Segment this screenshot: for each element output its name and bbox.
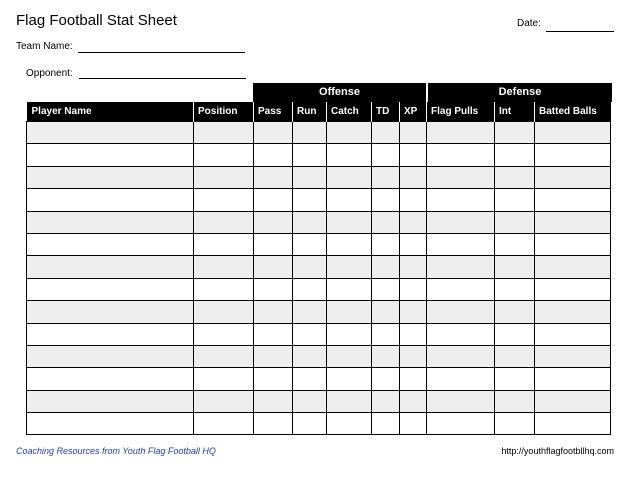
cell-td[interactable] bbox=[372, 345, 400, 367]
cell-flag-pulls[interactable] bbox=[427, 413, 495, 435]
cell-batted-balls[interactable] bbox=[535, 144, 611, 166]
cell-td[interactable] bbox=[372, 301, 400, 323]
col-header-int: Int bbox=[495, 102, 535, 122]
offense-group-header: Offense bbox=[253, 83, 426, 102]
cell-td[interactable] bbox=[372, 189, 400, 211]
cell-batted-balls[interactable] bbox=[535, 189, 611, 211]
cell-td[interactable] bbox=[372, 278, 400, 300]
cell-catch[interactable] bbox=[327, 345, 372, 367]
cell-player-name[interactable] bbox=[27, 345, 194, 367]
cell-player-name[interactable] bbox=[27, 189, 194, 211]
cell-player-name[interactable] bbox=[27, 413, 194, 435]
col-header-run: Run bbox=[293, 102, 327, 122]
cell-run[interactable] bbox=[293, 144, 327, 166]
cell-pass[interactable] bbox=[254, 166, 293, 188]
cell-pass[interactable] bbox=[254, 390, 293, 412]
cell-player-name[interactable] bbox=[27, 211, 194, 233]
table-row bbox=[27, 166, 611, 188]
cell-int[interactable] bbox=[495, 256, 535, 278]
col-header-position: Position bbox=[194, 102, 254, 122]
cell-batted-balls[interactable] bbox=[535, 166, 611, 188]
cell-position[interactable] bbox=[194, 144, 254, 166]
cell-td[interactable] bbox=[372, 368, 400, 390]
cell-catch[interactable] bbox=[327, 301, 372, 323]
cell-catch[interactable] bbox=[327, 122, 372, 144]
cell-catch[interactable] bbox=[327, 211, 372, 233]
cell-xp[interactable] bbox=[400, 144, 427, 166]
cell-xp[interactable] bbox=[400, 368, 427, 390]
table-row bbox=[27, 122, 611, 144]
table-row bbox=[27, 144, 611, 166]
cell-position[interactable] bbox=[194, 256, 254, 278]
cell-td[interactable] bbox=[372, 166, 400, 188]
cell-player-name[interactable] bbox=[27, 233, 194, 255]
table-row bbox=[27, 278, 611, 300]
cell-flag-pulls[interactable] bbox=[427, 390, 495, 412]
cell-pass[interactable] bbox=[254, 278, 293, 300]
cell-xp[interactable] bbox=[400, 189, 427, 211]
cell-td[interactable] bbox=[372, 256, 400, 278]
col-header-xp: XP bbox=[400, 102, 427, 122]
cell-int[interactable] bbox=[495, 211, 535, 233]
cell-xp[interactable] bbox=[400, 256, 427, 278]
sheet-title: Flag Football Stat Sheet bbox=[16, 12, 177, 29]
stat-table bbox=[26, 102, 611, 435]
cell-position[interactable] bbox=[194, 368, 254, 390]
cell-catch[interactable] bbox=[327, 256, 372, 278]
footer-credit: Coaching Resources from Youth Flag Football HQ bbox=[16, 446, 216, 456]
stat-table-body bbox=[27, 122, 611, 435]
table-row bbox=[27, 345, 611, 367]
cell-flag-pulls[interactable] bbox=[427, 211, 495, 233]
cell-run[interactable] bbox=[293, 122, 327, 144]
cell-flag-pulls[interactable] bbox=[427, 301, 495, 323]
cell-catch[interactable] bbox=[327, 144, 372, 166]
cell-flag-pulls[interactable] bbox=[427, 189, 495, 211]
cell-int[interactable] bbox=[495, 233, 535, 255]
col-header-pass: Pass bbox=[254, 102, 293, 122]
cell-xp[interactable] bbox=[400, 166, 427, 188]
cell-td[interactable] bbox=[372, 233, 400, 255]
cell-position[interactable] bbox=[194, 301, 254, 323]
cell-run[interactable] bbox=[293, 166, 327, 188]
cell-td[interactable] bbox=[372, 211, 400, 233]
defense-group-header: Defense bbox=[428, 83, 612, 102]
cell-td[interactable] bbox=[372, 413, 400, 435]
cell-xp[interactable] bbox=[400, 390, 427, 412]
cell-player-name[interactable] bbox=[27, 323, 194, 345]
cell-catch[interactable] bbox=[327, 390, 372, 412]
cell-pass[interactable] bbox=[254, 368, 293, 390]
cell-run[interactable] bbox=[293, 233, 327, 255]
cell-int[interactable] bbox=[495, 323, 535, 345]
table-row bbox=[27, 256, 611, 278]
cell-position[interactable] bbox=[194, 166, 254, 188]
table-row bbox=[27, 323, 611, 345]
cell-position[interactable] bbox=[194, 390, 254, 412]
cell-flag-pulls[interactable] bbox=[427, 368, 495, 390]
cell-pass[interactable] bbox=[254, 301, 293, 323]
opponent-label: Opponent: bbox=[26, 68, 73, 79]
cell-int[interactable] bbox=[495, 413, 535, 435]
table-row bbox=[27, 390, 611, 412]
cell-flag-pulls[interactable] bbox=[427, 323, 495, 345]
cell-batted-balls[interactable] bbox=[535, 211, 611, 233]
cell-run[interactable] bbox=[293, 278, 327, 300]
date-field[interactable] bbox=[546, 31, 614, 32]
cell-batted-balls[interactable] bbox=[535, 122, 611, 144]
cell-player-name[interactable] bbox=[27, 301, 194, 323]
cell-flag-pulls[interactable] bbox=[427, 166, 495, 188]
col-header-flag-pulls: Flag Pulls bbox=[427, 102, 495, 122]
cell-catch[interactable] bbox=[327, 189, 372, 211]
cell-player-name[interactable] bbox=[27, 256, 194, 278]
cell-td[interactable] bbox=[372, 122, 400, 144]
date-label: Date: bbox=[517, 18, 541, 29]
cell-catch[interactable] bbox=[327, 368, 372, 390]
cell-catch[interactable] bbox=[327, 413, 372, 435]
cell-catch[interactable] bbox=[327, 233, 372, 255]
team-name-label: Team Name: bbox=[16, 41, 73, 52]
cell-catch[interactable] bbox=[327, 278, 372, 300]
cell-player-name[interactable] bbox=[27, 122, 194, 144]
cell-batted-balls[interactable] bbox=[535, 345, 611, 367]
cell-xp[interactable] bbox=[400, 122, 427, 144]
cell-int[interactable] bbox=[495, 144, 535, 166]
col-header-catch: Catch bbox=[327, 102, 372, 122]
cell-xp[interactable] bbox=[400, 301, 427, 323]
cell-position[interactable] bbox=[194, 122, 254, 144]
cell-batted-balls[interactable] bbox=[535, 390, 611, 412]
cell-int[interactable] bbox=[495, 368, 535, 390]
cell-batted-balls[interactable] bbox=[535, 368, 611, 390]
cell-batted-balls[interactable] bbox=[535, 233, 611, 255]
cell-int[interactable] bbox=[495, 122, 535, 144]
cell-pass[interactable] bbox=[254, 345, 293, 367]
cell-player-name[interactable] bbox=[27, 368, 194, 390]
cell-position[interactable] bbox=[194, 323, 254, 345]
cell-position[interactable] bbox=[194, 413, 254, 435]
col-header-batted-balls: Batted Balls bbox=[535, 102, 611, 122]
cell-position[interactable] bbox=[194, 211, 254, 233]
cell-batted-balls[interactable] bbox=[535, 256, 611, 278]
cell-int[interactable] bbox=[495, 390, 535, 412]
footer-url[interactable]: http://youthflagfootbllhq.com bbox=[501, 446, 614, 456]
cell-batted-balls[interactable] bbox=[535, 301, 611, 323]
cell-run[interactable] bbox=[293, 323, 327, 345]
cell-run[interactable] bbox=[293, 390, 327, 412]
cell-run[interactable] bbox=[293, 345, 327, 367]
cell-flag-pulls[interactable] bbox=[427, 345, 495, 367]
cell-td[interactable] bbox=[372, 323, 400, 345]
cell-run[interactable] bbox=[293, 211, 327, 233]
cell-batted-balls[interactable] bbox=[535, 323, 611, 345]
cell-player-name[interactable] bbox=[27, 390, 194, 412]
cell-td[interactable] bbox=[372, 390, 400, 412]
cell-xp[interactable] bbox=[400, 413, 427, 435]
cell-int[interactable] bbox=[495, 301, 535, 323]
cell-int[interactable] bbox=[495, 189, 535, 211]
cell-xp[interactable] bbox=[400, 211, 427, 233]
cell-run[interactable] bbox=[293, 368, 327, 390]
cell-position[interactable] bbox=[194, 278, 254, 300]
cell-run[interactable] bbox=[293, 189, 327, 211]
cell-xp[interactable] bbox=[400, 345, 427, 367]
cell-flag-pulls[interactable] bbox=[427, 278, 495, 300]
cell-int[interactable] bbox=[495, 345, 535, 367]
cell-xp[interactable] bbox=[400, 233, 427, 255]
cell-run[interactable] bbox=[293, 413, 327, 435]
cell-player-name[interactable] bbox=[27, 166, 194, 188]
opponent-field[interactable] bbox=[79, 78, 246, 79]
cell-td[interactable] bbox=[372, 144, 400, 166]
cell-position[interactable] bbox=[194, 233, 254, 255]
cell-catch[interactable] bbox=[327, 166, 372, 188]
cell-player-name[interactable] bbox=[27, 278, 194, 300]
cell-pass[interactable] bbox=[254, 233, 293, 255]
table-row bbox=[27, 301, 611, 323]
table-row bbox=[27, 211, 611, 233]
table-row bbox=[27, 189, 611, 211]
cell-catch[interactable] bbox=[327, 323, 372, 345]
cell-xp[interactable] bbox=[400, 278, 427, 300]
cell-int[interactable] bbox=[495, 166, 535, 188]
cell-flag-pulls[interactable] bbox=[427, 144, 495, 166]
team-name-field[interactable] bbox=[78, 52, 245, 53]
table-row bbox=[27, 413, 611, 435]
cell-batted-balls[interactable] bbox=[535, 278, 611, 300]
cell-player-name[interactable] bbox=[27, 144, 194, 166]
col-header-player-name: Player Name bbox=[27, 102, 194, 122]
column-header-row bbox=[27, 102, 611, 122]
cell-run[interactable] bbox=[293, 301, 327, 323]
cell-pass[interactable] bbox=[254, 122, 293, 144]
table-row bbox=[27, 233, 611, 255]
cell-position[interactable] bbox=[194, 345, 254, 367]
cell-run[interactable] bbox=[293, 256, 327, 278]
cell-pass[interactable] bbox=[254, 323, 293, 345]
cell-int[interactable] bbox=[495, 278, 535, 300]
cell-pass[interactable] bbox=[254, 144, 293, 166]
cell-pass[interactable] bbox=[254, 256, 293, 278]
cell-batted-balls[interactable] bbox=[535, 413, 611, 435]
cell-position[interactable] bbox=[194, 189, 254, 211]
cell-flag-pulls[interactable] bbox=[427, 233, 495, 255]
cell-pass[interactable] bbox=[254, 413, 293, 435]
cell-pass[interactable] bbox=[254, 189, 293, 211]
col-header-td: TD bbox=[372, 102, 400, 122]
cell-flag-pulls[interactable] bbox=[427, 122, 495, 144]
cell-flag-pulls[interactable] bbox=[427, 256, 495, 278]
table-row bbox=[27, 368, 611, 390]
cell-xp[interactable] bbox=[400, 323, 427, 345]
cell-pass[interactable] bbox=[254, 211, 293, 233]
